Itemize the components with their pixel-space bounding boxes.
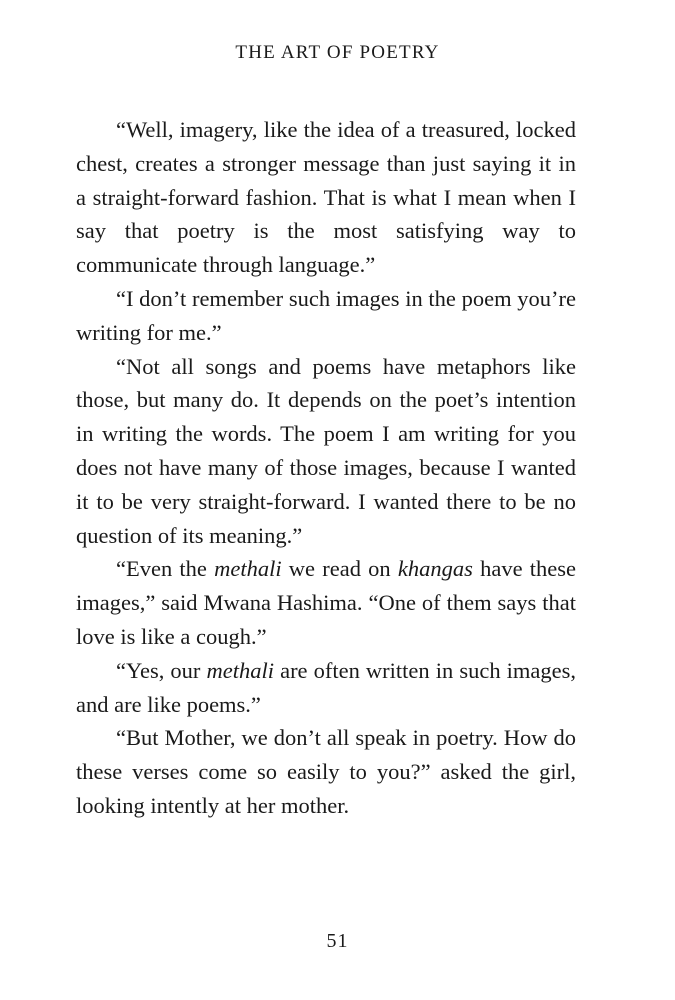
text-run: “Well, imagery, like the idea of a treasured, locked chest, creates a stronger message than just saying it in a straight-forward fashion. That is what I mean when I say that poetry is the most satisfying way to communicate through language.” — [76, 117, 576, 278]
text-run: “Not all songs and poems have metaphors like those, but many do. It depends on the poet’s intention in writing the words. The poem I am writing for you does not have many of those images, because I wanted it to be very straight-forward. I wanted there to be no question of its meaning.” — [76, 353, 576, 548]
paragraph — [76, 113, 576, 282]
page-number: 51 — [326, 930, 349, 952]
paragraph — [76, 654, 576, 722]
text-run: “I don’t remember such images in the poem you’re writing for me.” — [76, 285, 576, 345]
italic-term: methali — [206, 657, 274, 683]
text-run: “But Mother, we don’t all speak in poetry. How do these verses come so easily to you?” asked the girl, looking intently at her mother. — [76, 725, 576, 818]
text-run: “Even the — [116, 556, 215, 582]
text-run: have these images,” said Mwana Hashima. “One of them says that love is like a cough.” — [76, 556, 576, 649]
text-run: we read on — [281, 556, 398, 582]
text-run: are often written in such images, and are like poems.” — [76, 657, 576, 717]
paragraph — [76, 552, 576, 653]
text-run: “Yes, our — [116, 657, 207, 683]
paragraph — [76, 282, 576, 350]
paragraph — [76, 721, 576, 822]
paragraph — [76, 350, 576, 553]
running-head-title: THE ART OF POETRY — [235, 42, 440, 63]
italic-term: methali — [214, 556, 282, 582]
italic-term: khangas — [397, 556, 473, 582]
body-text — [76, 113, 576, 823]
